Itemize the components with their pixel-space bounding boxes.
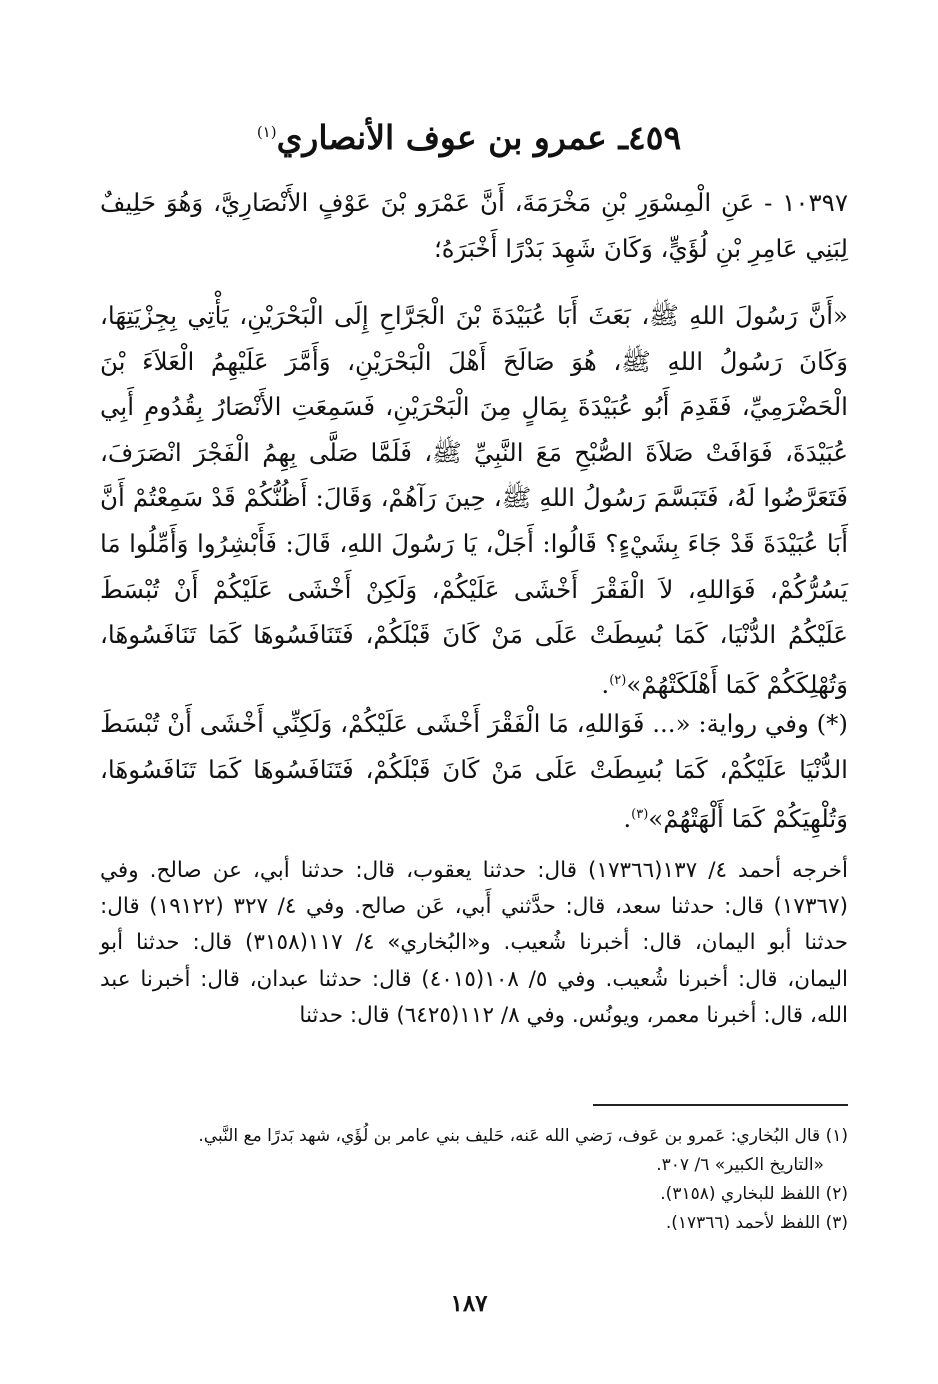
page-number: ١٨٧ xyxy=(450,1290,488,1317)
footnote-item xyxy=(100,1122,848,1180)
chapter-title-text: ٤٥٩ـ عمرو بن عوف الأنصاري xyxy=(276,118,682,157)
riwaya-footnote-marker: (٣) xyxy=(631,807,649,823)
hadith-riwaya-body: (*) وفي رواية: «... فَوَاللهِ، مَا الْفَقْرَ أَخْشَى عَلَيْكُمْ، وَلَكِنِّي أَخْشَى أَنْ تُبْسَطَ الدُّنْيَا عَلَيْكُمْ، كَمَا بُسِطَتْ عَلَى مَنْ كَانَ قَبْلَكُمْ، فَتَنَافَسُوهَا كَمَا تَنَافَسُوهَا، وَتُلْهِيَكُمْ كَمَا أَلْهَتْهُمْ» xyxy=(100,709,848,834)
footnote-text: (٢) اللفظ للبخاري (٣١٥٨). xyxy=(660,1184,848,1204)
hadith-text-body: «أَنَّ رَسُولَ اللهِ ﷺ، بَعَثَ أَبَا عُبَيْدَةَ بْنَ الْجَرَّاحِ إِلَى الْبَحْرَيْنِ، يَأْتِي بِجِزْيَتِهَا، وَكَانَ رَسُولُ اللهِ ﷺ، هُوَ صَالَحَ أَهْلَ الْبَحْرَيْنِ، وَأَمَّرَ عَلَيْهِمُ الْعَلاَءَ بْنَ الْحَضْرَمِيِّ، فَقَدِمَ أَبُو عُبَيْدَةَ بِمَالٍ مِنَ الْبَحْرَيْنِ، فَسَمِعَتِ الأَنْصَارُ بِقُدُومِ أَبِي عُبَيْدَةَ، فَوَافَتْ صَلاَةَ الصُّبْحِ مَعَ النَّبِيِّ ﷺ، فَلَمَّا صَلَّى بِهِمُ الْفَجْرَ انْصَرَفَ، فَتَعَرَّضُوا لَهُ، فَتَبَسَّمَ رَسُولُ اللهِ ﷺ، حِينَ رَآهُمْ، وَقَالَ: أَظُنُّكُمْ قَدْ سَمِعْتُمْ أَنَّ أَبَا عُبَيْدَةَ قَدْ جَاءَ بِشَيْءٍ؟ قَالُوا: أَجَلْ، يَا رَسُولَ اللهِ، قَالَ: فَأَبْشِرُوا وَأَمِّلُوا مَا يَسُرُّكُمْ، فَوَاللهِ، لاَ الْفَقْرَ أَخْشَى عَلَيْكُمْ، وَلَكِنْ أَخْشَى عَلَيْكُمْ أَنْ تُبْسَطَ عَلَيْكُمُ الدُّنْيَا، كَمَا بُسِطَتْ عَلَى مَنْ كَانَ قَبْلَكُمْ، فَتَنَافَسُوهَا كَمَا تَنَافَسُوهَا، وَتُهْلِكَكُمْ كَمَا أَهْلَكَتْهُمْ» xyxy=(100,301,849,699)
footnote-item xyxy=(100,1209,848,1238)
takhrij-paragraph: أخرجه أحمد ٤/ ١٣٧(١٧٣٦٦) قال: حدثنا يعقوب، قال: حدثنا أبي، عن صالح. وفي (١٧٣٦٧) قال: حدثنا سعد، قال: حدَّثني أَبي، عَن صالح. وفي ٤/ ٣٢٧ (١٩١٢٢) قال: حدثنا أبو اليمان، قال: أخبرنا شُعيب. و«البُخاري» ٤/ ١١٧(٣١٥٨) قال: حدثنا أبو اليمان، قال: أخبرنا شُعيب. وفي ٥/ ١٠٨(٤٠١٥) قال: حدثنا عبدان، قال: أخبرنا عبد الله، قال: أخبرنا معمر، ويونُس. وفي ٨/ ١١٢(٦٤٢٥) قال: حدثنا xyxy=(100,858,849,1028)
title-footnote-marker: (١) xyxy=(256,123,277,141)
chapter-title xyxy=(100,108,838,162)
footnote-text: (٣) اللفظ لأحمد (١٧٣٦٦). xyxy=(665,1213,848,1233)
footnote-continuation: «التاريخ الكبير» ٦/ ٣٠٧. xyxy=(656,1155,824,1175)
hadith-intro: ١٠٣٩٧ - عَنِ الْمِسْوَرِ بْنِ مَخْرَمَةَ، أَنَّ عَمْرَو بْنَ عَوْفٍ الأَنْصَارِيَّ، وَهُوَ حَلِيفٌ لِبَنِي عَامِرِ بْنِ لُؤَيٍّ، وَكَانَ شَهِدَ بَدْرًا أَخْبَرَهُ؛ xyxy=(100,188,848,263)
footnotes-list xyxy=(100,1122,848,1238)
footnote-item xyxy=(100,1180,848,1209)
footnote-separator xyxy=(593,1104,848,1106)
hadith-riwaya: (*) وفي رواية: «... فَوَاللهِ، مَا الْفَقْرَ أَخْشَى عَلَيْكُمْ، وَلَكِنِّي أَخْشَى أَنْ تُبْسَطَ الدُّنْيَا عَلَيْكُمْ، كَمَا بُسِطَتْ عَلَى مَنْ كَانَ قَبْلَكُمْ، فَتَنَافَسُوهَا كَمَا تَنَافَسُوهَا، وَتُلْهِيَكُمْ كَمَا أَلْهَتْهُمْ»$^{(٣)}$. xyxy=(100,709,848,834)
hadith-text: «أَنَّ رَسُولَ اللهِ ﷺ، بَعَثَ أَبَا عُبَيْدَةَ بْنَ الْجَرَّاحِ إِلَى الْبَحْرَيْنِ، يَأْتِي بِجِزْيَتِهَا، وَكَانَ رَسُولُ اللهِ ﷺ، هُوَ صَالَحَ أَهْلَ الْبَحْرَيْنِ، وَأَمَّرَ عَلَيْهِمُ الْعَلاَءَ بْنَ الْحَضْرَمِيِّ، فَقَدِمَ أَبُو عُبَيْدَةَ بِمَالٍ مِنَ الْبَحْرَيْنِ، فَسَمِعَتِ الأَنْصَارُ بِقُدُومِ أَبِي عُبَيْدَةَ، فَوَافَتْ صَلاَةَ الصُّبْحِ مَعَ النَّبِيِّ ﷺ، فَلَمَّا صَلَّى بِهِمُ الْفَجْرَ انْصَرَفَ، فَتَعَرَّضُوا لَهُ، فَتَبَسَّمَ رَسُولُ اللهِ ﷺ، حِينَ رَآهُمْ، وَقَالَ: أَظُنُّكُمْ قَدْ سَمِعْتُمْ أَنَّ أَبَا عُبَيْدَةَ قَدْ جَاءَ بِشَيْءٍ؟ قَالُوا: أَجَلْ، يَا رَسُولَ اللهِ، قَالَ: فَأَبْشِرُوا وَأَمِّلُوا مَا يَسُرُّكُمْ، فَوَاللهِ، لاَ الْفَقْرَ أَخْشَى عَلَيْكُمْ، وَلَكِنْ أَخْشَى عَلَيْكُمْ أَنْ تُبْسَطَ عَلَيْكُمُ الدُّنْيَا، كَمَا بُسِطَتْ عَلَى مَنْ كَانَ قَبْلَكُمْ، فَتَنَافَسُوهَا كَمَا تَنَافَسُوهَا، وَتُهْلِكَكُمْ كَمَا أَهْلَكَتْهُمْ»$^{(٢)}$. xyxy=(100,301,849,699)
hadith-footnote-marker: (٢) xyxy=(609,672,627,688)
footnote-text: (١) قال البُخاري: عَمرو بن عَوف، رَضي الله عَنه، حَليف بني عامر بن لُؤَي، شهد بَدرًا مع النَّبي. xyxy=(198,1126,848,1146)
